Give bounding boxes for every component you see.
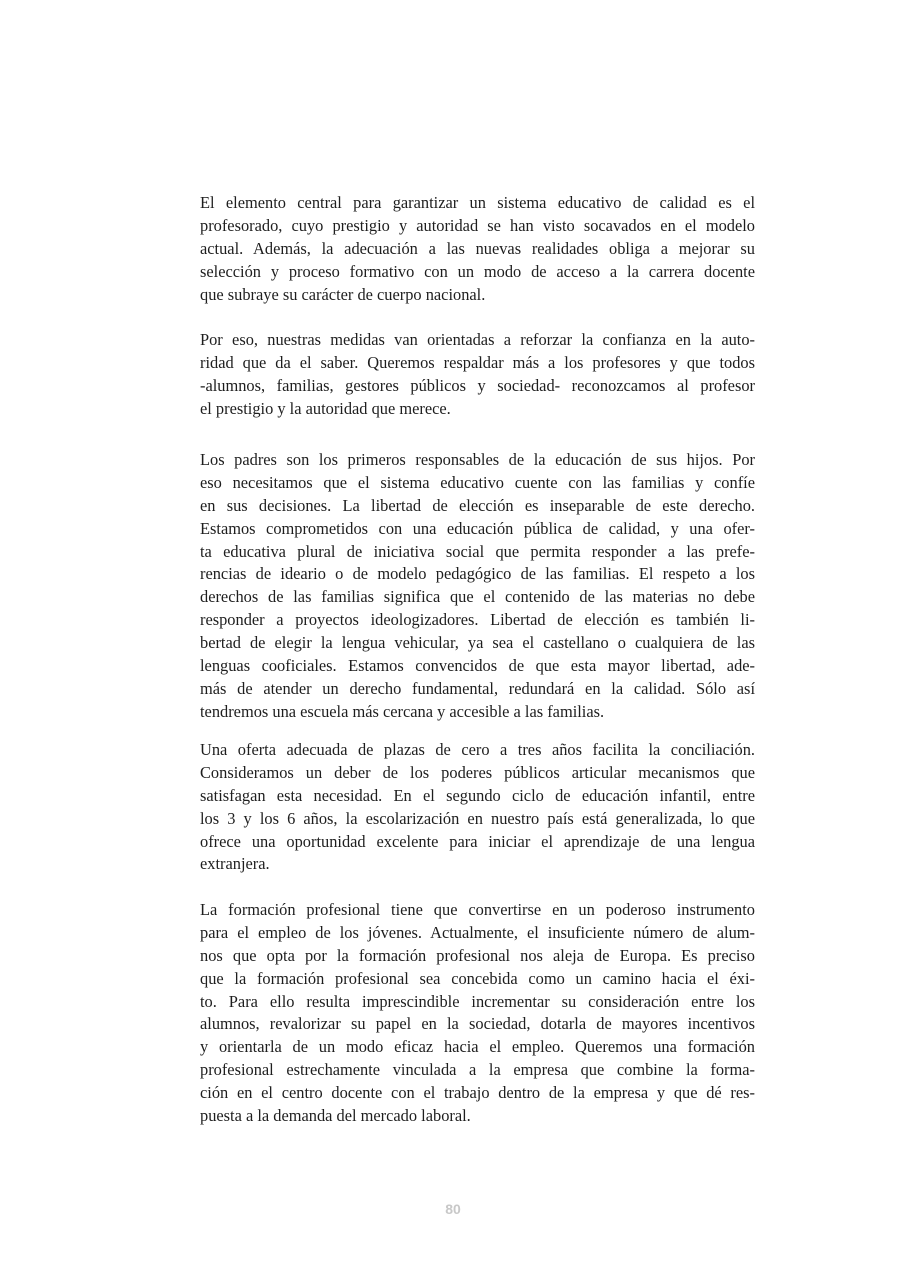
text-line: alumnos, revalorizar su papel en la sociedad, dotarla de mayores incentivos [200,1014,755,1034]
page-number: 80 [445,1201,461,1217]
paragraph-5 [200,899,755,1128]
text-line: rencias de ideario o de modelo pedagógico de las familias. El respeto a los [200,564,755,584]
text-line: ta educativa plural de iniciativa social que permita responder a las prefe- [200,541,755,561]
text-line: tendremos una escuela más cercana y accesible a las familias. [200,701,605,721]
text-line: más de atender un derecho fundamental, redundará en la calidad. Sólo así [200,678,755,698]
text-line: ridad que da el saber. Queremos respaldar más a los profesores y que todos [200,352,755,372]
text-line: y orientarla de un modo eficaz hacia el empleo. Queremos una formación [200,1037,755,1057]
text-line: to. Para ello resulta imprescindible incrementar su consideración entre los [200,991,755,1011]
text-line: que la formación profesional sea concebida como un camino hacia el éxi- [200,968,755,988]
text-line: lenguas cooficiales. Estamos convencidos de que esta mayor libertad, ade- [200,656,755,676]
paragraph-2 [200,329,755,421]
text-line: que subraye su carácter de cuerpo nacional. [200,284,486,304]
text-line: puesta a la demanda del mercado laboral. [200,1106,471,1126]
text-line: los 3 y los 6 años, la escolarización en nuestro país está generalizada, lo que [200,808,755,828]
paragraph-3 [200,449,755,724]
paragraph-4 [200,739,755,876]
text-line: Una oferta adecuada de plazas de cero a tres años facilita la conciliación. [200,740,755,759]
text-line: responder a proyectos ideologizadores. Libertad de elección es también li- [200,610,755,630]
text-line: ofrece una oportunidad excelente para iniciar el aprendizaje de una lengua [200,831,755,851]
text-line: El elemento central para garantizar un sistema educativo de calidad es el [200,193,755,212]
text-line: La formación profesional tiene que convertirse en un poderoso instrumento [200,900,755,919]
text-line: Estamos comprometidos con una educación pública de calidad, y una ofer- [200,518,755,538]
text-line: -alumnos, familias, gestores públicos y sociedad- reconozcamos al profesor [200,375,755,395]
text-line: el prestigio y la autoridad que merece. [200,398,451,418]
text-line: derechos de las familias significa que el contenido de las materias no debe [200,587,755,607]
text-line: Consideramos un deber de los poderes públicos articular mecanismos que [200,762,755,782]
text-line: en sus decisiones. La libertad de elección es inseparable de este derecho. [200,495,755,515]
text-line: Los padres son los primeros responsables de la educación de sus hijos. Por [200,450,755,469]
text-line: actual. Además, la adecuación a las nuevas realidades obliga a mejorar su [200,238,755,258]
paragraph-1 [200,192,755,306]
text-line: ción en el centro docente con el trabajo dentro de la empresa y que dé res- [200,1083,755,1103]
text-line: profesorado, cuyo prestigio y autoridad se han visto socavados en el modelo [200,215,755,235]
text-line: Por eso, nuestras medidas van orientadas a reforzar la confianza en la auto- [200,330,755,349]
text-line: profesional estrechamente vinculada a la empresa que combine la forma- [200,1060,755,1080]
text-line: satisfagan esta necesidad. En el segundo ciclo de educación infantil, entre [200,785,755,805]
text-line: eso necesitamos que el sistema educativo cuente con las familias y confíe [200,472,755,492]
text-line: para el empleo de los jóvenes. Actualmente, el insuficiente número de alum- [200,922,755,942]
text-line: nos que opta por la formación profesional nos aleja de Europa. Es preciso [200,945,755,965]
text-line: bertad de elegir la lengua vehicular, ya sea el castellano o cualquiera de las [200,633,755,653]
text-line: extranjera. [200,854,270,874]
text-line: selección y proceso formativo con un modo de acceso a la carrera docente [200,261,755,281]
